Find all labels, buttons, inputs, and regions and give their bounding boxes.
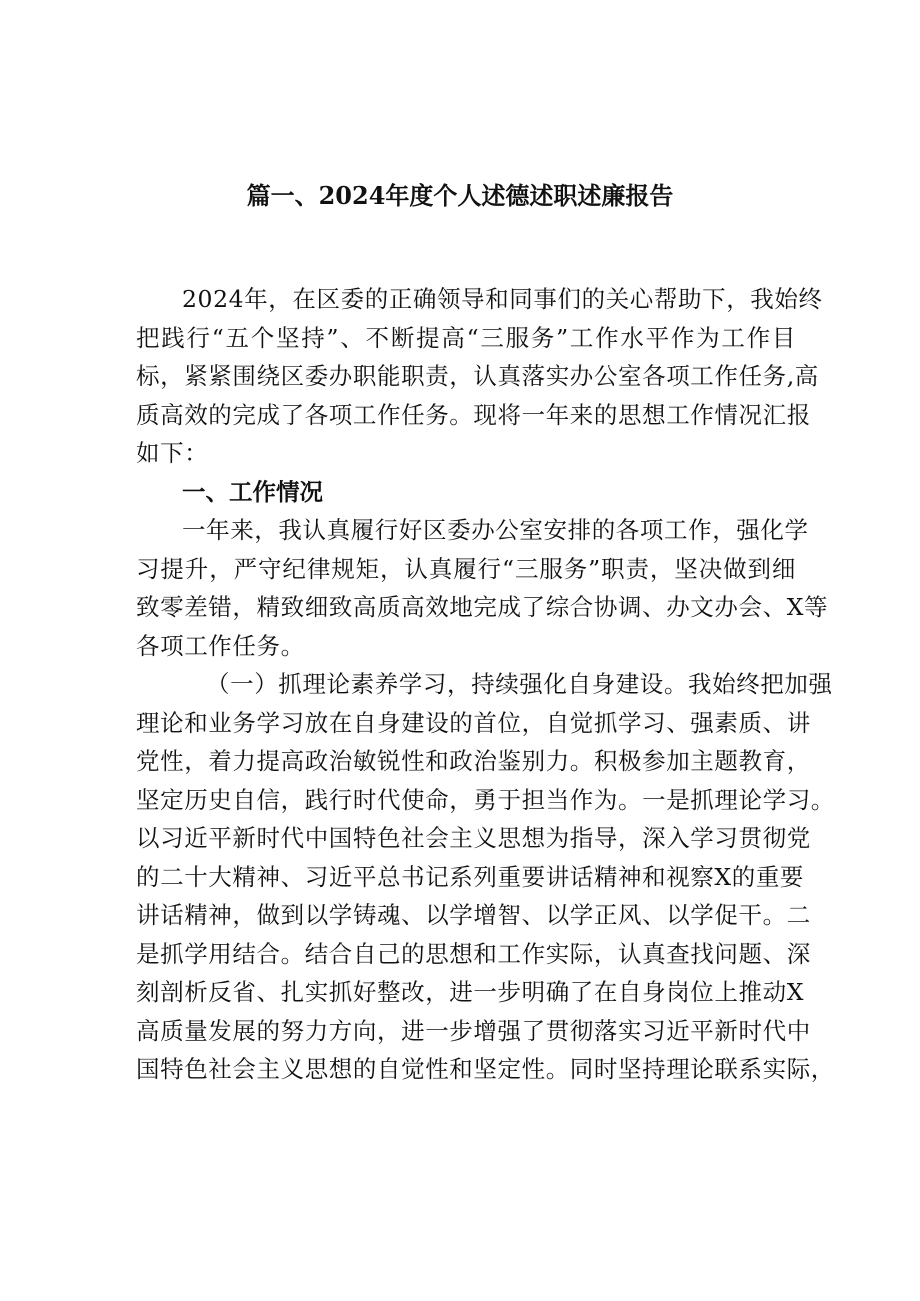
section-paragraph xyxy=(136,511,829,665)
paragraph-line: 致零差错，精致细致高质高效地完成了综合协调、办文办会、X等 xyxy=(136,593,829,621)
paragraph-line: 高质量发展的努力方向，进一步增强了贯彻落实习近平新时代中 xyxy=(136,1016,811,1045)
paragraph-line: （一）抓理论素养学习，持续强化自身建设。我始终把加强 xyxy=(206,670,833,698)
paragraph-line: 是抓学用结合。结合自己的思想和工作实际，认真查找问题、深 xyxy=(136,939,811,968)
paragraph-line: 各项工作任务。 xyxy=(136,631,305,660)
subsection-paragraph xyxy=(136,665,835,1089)
paragraph-line: 坚定历史自信，践行时代使命，勇于担当作为。一是抓理论学习。 xyxy=(136,785,835,814)
paragraph-line: 党性，着力提高政治敏锐性和政治鉴别力。积极参加主题教育， xyxy=(136,747,811,775)
paragraph-line: 刻剖析反省、扎实抓好整改，进一步明确了在自身岗位上推动X xyxy=(136,978,805,1006)
document-title: 篇一、2024年度个人述德述职述廉报告 xyxy=(246,181,674,210)
document-body xyxy=(136,280,835,1089)
intro-paragraph xyxy=(136,280,823,473)
paragraph-line: 理论和业务学习放在自身建设的首位，自觉抓学习、强素质、讲 xyxy=(136,708,811,737)
paragraph-line: 的二十大精神、习近平总书记系列重要讲话精神和视察X的重要 xyxy=(136,862,805,891)
paragraph-line: 一年来，我认真履行好区委办公室安排的各项工作，强化学 xyxy=(182,516,809,544)
paragraph-line: 以习近平新时代中国特色社会主义思想为指导，深入学习贯彻党 xyxy=(136,824,811,852)
paragraph-line: 讲话精神，做到以学铸魂、以学增智、以学正风、以学促干。二 xyxy=(136,901,811,929)
section-heading: 一、工作情况 xyxy=(182,477,323,506)
paragraph-line: 把践行“五个坚持”、不断提高“三服务”工作水平作为工作目 xyxy=(136,323,796,352)
paragraph-line: 国特色社会主义思想的自觉性和坚定性。同时坚持理论联系实际， xyxy=(136,1055,835,1083)
paragraph-line: 标，紧紧围绕区委办职能职责，认真落实办公室各项工作任务,高 xyxy=(136,362,819,390)
paragraph-line: 质高效的完成了各项工作任务。现将一年来的思想工作情况汇报 xyxy=(136,400,811,429)
paragraph-line: 如下： xyxy=(136,439,209,467)
paragraph-line: 2024年，在区委的正确领导和同事们的关心帮助下，我始终 xyxy=(182,285,823,313)
paragraph-line: 习提升，严守纪律规矩，认真履行“三服务”职责，坚决做到细 xyxy=(136,554,796,583)
